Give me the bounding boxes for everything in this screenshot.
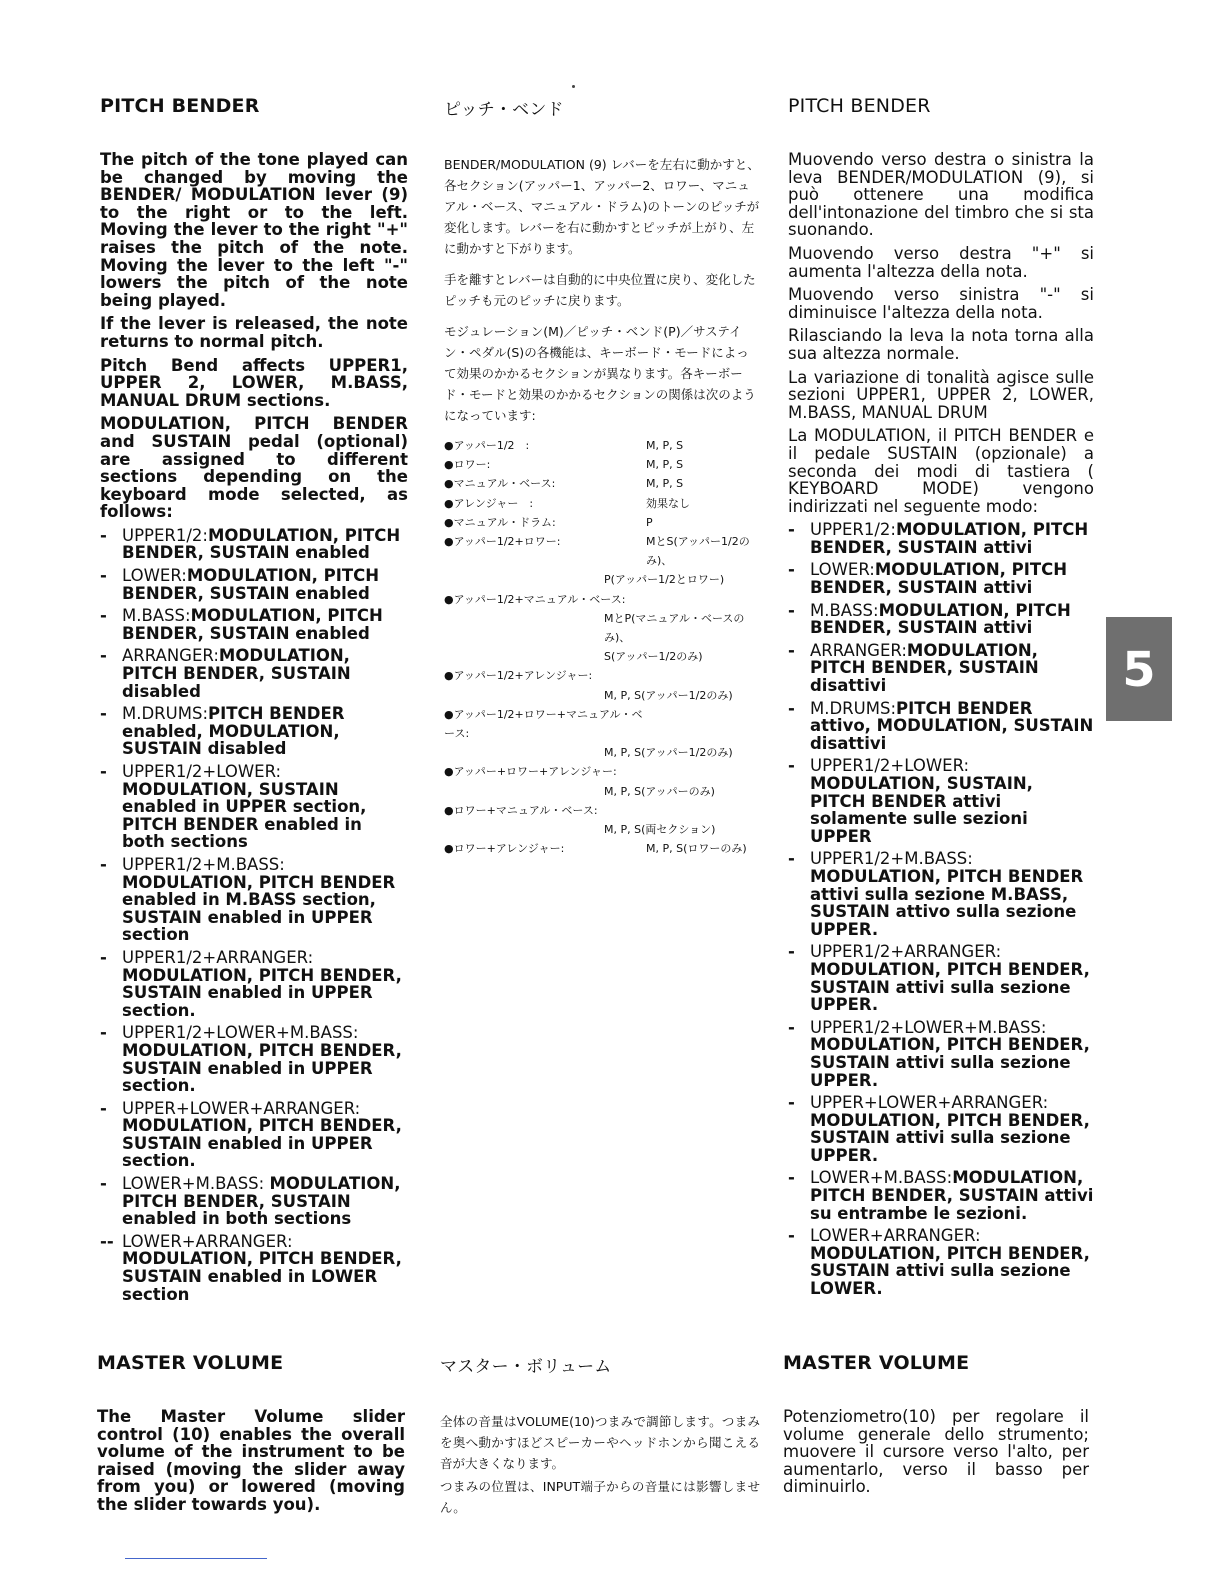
table-row: ●アッパー1/2+アレンジャー: bbox=[444, 669, 593, 683]
table-row: ●アッパー+ロワー+アレンジャー: bbox=[444, 765, 617, 779]
list-item: - UPPER1/2+LOWER+M.BASS: MODULATION, PITCH BENDER, SUSTAIN attivi sulla sezione UPPER. bbox=[788, 1017, 1090, 1090]
japanese-volume-heading: マスター・ボリューム bbox=[440, 1357, 612, 1377]
english-volume-heading: MASTER VOLUME bbox=[97, 1352, 284, 1374]
list-item: - UPPER1/2+LOWER: MODULATION, SUSTAIN, PITCH BENDER attivi solamente sulle sezioni UPPER bbox=[788, 756, 1033, 846]
table-row: ●マニュアル・ベース: M, P, S bbox=[444, 477, 684, 491]
table-row-continuation: MとP(マニュアル・ベースのみ)、 bbox=[604, 611, 745, 645]
english-paragraph: The pitch of the tone played can be changed by moving the BENDER/ MODULATION lever (9) to the right or to the left. Moving the lever to the right "+" raises the pitch of the note. Moving the lever to the left "-" lowers the pitch of the note being played. bbox=[100, 150, 408, 310]
japanese-volume-text: つまみの位置は、INPUT端子からの音量には影響しません。 bbox=[440, 1479, 760, 1515]
japanese-column bbox=[444, 95, 760, 858]
table-row-continuation: M, P, S(アッパー1/2のみ) bbox=[604, 746, 733, 760]
english-volume-section bbox=[97, 1352, 405, 1520]
table-row-continuation: P(アッパー1/2とロワー) bbox=[604, 573, 725, 587]
table-row: ●アッパー1/2 : M, P, S bbox=[444, 439, 684, 452]
italian-paragraph: La MODULATION, il PITCH BENDER e il pedale SUSTAIN (opzionale) a seconda dei modi di tastiera ( KEYBOARD MODE) vengono indirizzati nel seguente modo: bbox=[788, 426, 1094, 516]
list-item: -- LOWER+ARRANGER: MODULATION, PITCH BENDER, SUSTAIN enabled in LOWER section bbox=[100, 1231, 402, 1304]
list-item: - M.BASS:MODULATION, PITCH BENDER, SUSTAIN attivi bbox=[788, 600, 1071, 638]
table-row: ●ロワー: M, P, S bbox=[444, 458, 684, 472]
english-paragraph: MODULATION, PITCH BENDER and SUSTAIN pedal (optional) are assigned to different sections depending on the keyboard mode selected, as follows: bbox=[100, 414, 408, 522]
list-item: - ARRANGER:MODULATION, PITCH BENDER, SUSTAIN disabled bbox=[100, 646, 351, 701]
list-item: - UPPER1/2+LOWER+M.BASS: MODULATION, PITCH BENDER, SUSTAIN enabled in UPPER section. bbox=[100, 1023, 402, 1096]
japanese-volume-section bbox=[440, 1352, 760, 1520]
japanese-paragraph: BENDER/MODULATION (9) レバーを左右に動かすと、各セクション(アッパー1、アッパー2、ロワー、マニュアル・ベース、マニュアル・ドラム)のトーンのピッチが変化します。レバーを右に動かすとピッチが上がり、左に動かすと下がります。 bbox=[444, 157, 760, 256]
italian-paragraph: Muovendo verso sinistra "-" si diminuisce l'altezza della nota. bbox=[788, 285, 1094, 322]
table-row: ●アッパー1/2+ロワー: MとS(アッパー1/2のみ)、 bbox=[444, 535, 750, 568]
list-item: - LOWER:MODULATION, PITCH BENDER, SUSTAIN enabled bbox=[100, 566, 380, 603]
list-item: - UPPER1/2+M.BASS: MODULATION, PITCH BENDER attivi sulla sezione M.BASS, SUSTAIN attivo sulla sezione UPPER. bbox=[788, 849, 1084, 939]
list-item: - UPPER1/2+ARRANGER: MODULATION, PITCH BENDER, SUSTAIN attivi sulla sezione UPPER. bbox=[788, 942, 1090, 1015]
japanese-volume-text: 全体の音量はVOLUME(10)つまみで調節します。つまみを奥へ動かすほどスピーカーやヘッドホンから聞こえる音が大きくなります。 bbox=[440, 1414, 760, 1471]
list-item: - M.DRUMS:PITCH BENDER enabled, MODULATION, SUSTAIN disabled bbox=[100, 704, 345, 759]
table-row: ●アレンジャー : 効果なし bbox=[444, 496, 690, 510]
italian-volume-heading: MASTER VOLUME bbox=[783, 1352, 970, 1374]
section-tab bbox=[1106, 617, 1172, 721]
table-row: ●アッパー1/2+マニュアル・ベース: bbox=[444, 592, 626, 606]
italian-heading: PITCH BENDER bbox=[788, 95, 931, 117]
table-row: ●ロワー+アレンジャー: M, P, S(ロワーのみ) bbox=[444, 842, 747, 856]
english-mode-list bbox=[100, 527, 408, 1303]
list-item: - M.DRUMS:PITCH BENDER attivo, MODULATION, SUSTAIN disattivi bbox=[788, 698, 1094, 753]
scan-mark bbox=[572, 85, 575, 88]
list-item: - UPPER+LOWER+ARRANGER: MODULATION, PITCH BENDER, SUSTAIN enabled in UPPER section. bbox=[100, 1098, 402, 1171]
english-paragraph: Pitch Bend affects UPPER1, UPPER 2, LOWER, M.BASS, MANUAL DRUM sections. bbox=[100, 355, 408, 410]
list-item: - ARRANGER:MODULATION, PITCH BENDER, SUSTAIN disattivi bbox=[788, 640, 1039, 696]
table-row-continuation: M, P, S(アッパーのみ) bbox=[604, 784, 715, 798]
italian-paragraph: Muovendo verso destra "+" si aumenta l'altezza della nota. bbox=[788, 243, 1094, 281]
italian-volume-section bbox=[783, 1352, 1089, 1502]
japanese-heading: ピッチ・ベンド bbox=[444, 100, 564, 120]
list-item: - LOWER+ARRANGER: MODULATION, PITCH BENDER, SUSTAIN attivi sulla sezione LOWER. bbox=[788, 1226, 1090, 1299]
japanese-mode-table bbox=[444, 436, 760, 858]
list-item: - UPPER1/2:MODULATION, PITCH BENDER, SUSTAIN enabled bbox=[100, 525, 401, 563]
italian-paragraph: La variazione di tonalità agisce sulle sezioni UPPER1, UPPER 2, LOWER, M.BASS, MANUAL DRUM bbox=[788, 367, 1094, 422]
list-item: - LOWER+M.BASS:MODULATION, PITCH BENDER, SUSTAIN attivi su entrambe le sezioni. bbox=[788, 1168, 1094, 1223]
italian-column bbox=[788, 95, 1094, 1303]
table-row: ●アッパー1/2+ロワー+マニュアル・ベース: bbox=[444, 707, 643, 741]
list-item: - UPPER+LOWER+ARRANGER: MODULATION, PITCH BENDER, SUSTAIN attivi sulla sezione UPPER. bbox=[788, 1093, 1090, 1165]
italian-mode-list bbox=[788, 521, 1094, 1297]
section-number: 5 bbox=[1122, 642, 1156, 698]
japanese-paragraph: モジュレーション(M)／ピッチ・ベンド(P)／サステイン・ペダル(S)の各機能は、キーボード・モードによって効果のかかるセクションが異なります。各キーボード・モードと効果のかかるセクションの関係は次のようになっています: bbox=[444, 324, 756, 423]
list-item: - UPPER1/2+ARRANGER: MODULATION, PITCH BENDER, SUSTAIN enabled in UPPER section. bbox=[100, 947, 402, 1020]
italian-paragraph: Muovendo verso destra o sinistra la leva BENDER/MODULATION (9), si può ottenere una modifica dell'intonazione del timbro che si sta suonando. bbox=[788, 150, 1094, 240]
list-item: - UPPER1/2:MODULATION, PITCH BENDER, SUSTAIN attivi bbox=[788, 520, 1089, 557]
english-column bbox=[100, 95, 408, 1308]
table-row-continuation: M, P, S(アッパー1/2のみ) bbox=[604, 688, 733, 702]
list-item: - LOWER+M.BASS: MODULATION, PITCH BENDER, SUSTAIN enabled in both sections bbox=[100, 1174, 401, 1229]
list-item: - LOWER:MODULATION, PITCH BENDER, SUSTAIN attivi bbox=[788, 560, 1068, 598]
italian-volume-text: Potenziometro(10) per regolare il volume generale dello strumento; muovere il cursore verso l'alto, per aumentarlo, verso il basso per diminuirlo. bbox=[783, 1407, 1089, 1497]
list-item: - M.BASS:MODULATION, PITCH BENDER, SUSTAIN enabled bbox=[100, 606, 383, 643]
english-volume-text: The Master Volume slider control (10) enables the overall volume of the instrument to be raised (moving the slider away from you) or lowered (moving the slider towards you). bbox=[97, 1407, 405, 1514]
italian-paragraph: Rilasciando la leva la nota torna alla sua altezza normale. bbox=[788, 326, 1094, 363]
page-edge-line bbox=[125, 1558, 267, 1559]
table-row: ●ロワー+マニュアル・ベース: bbox=[444, 803, 598, 817]
table-row: ●マニュアル・ドラム: P bbox=[444, 515, 653, 529]
english-heading: PITCH BENDER bbox=[100, 95, 260, 117]
japanese-paragraph: 手を離すとレバーは自動的に中央位置に戻り、変化したピッチも元のピッチに戻ります。 bbox=[444, 272, 756, 308]
list-item: - UPPER1/2+M.BASS: MODULATION, PITCH BENDER enabled in M.BASS section, SUSTAIN enabled in UPPER section bbox=[100, 854, 396, 945]
table-row-continuation: S(アッパー1/2のみ) bbox=[604, 650, 703, 664]
table-row-continuation: M, P, S(両セクション) bbox=[604, 823, 716, 837]
english-paragraph: If the lever is released, the note returns to normal pitch. bbox=[100, 314, 408, 351]
list-item: - UPPER1/2+LOWER: MODULATION, SUSTAIN enabled in UPPER section, PITCH BENDER enabled in both sections bbox=[100, 762, 367, 852]
